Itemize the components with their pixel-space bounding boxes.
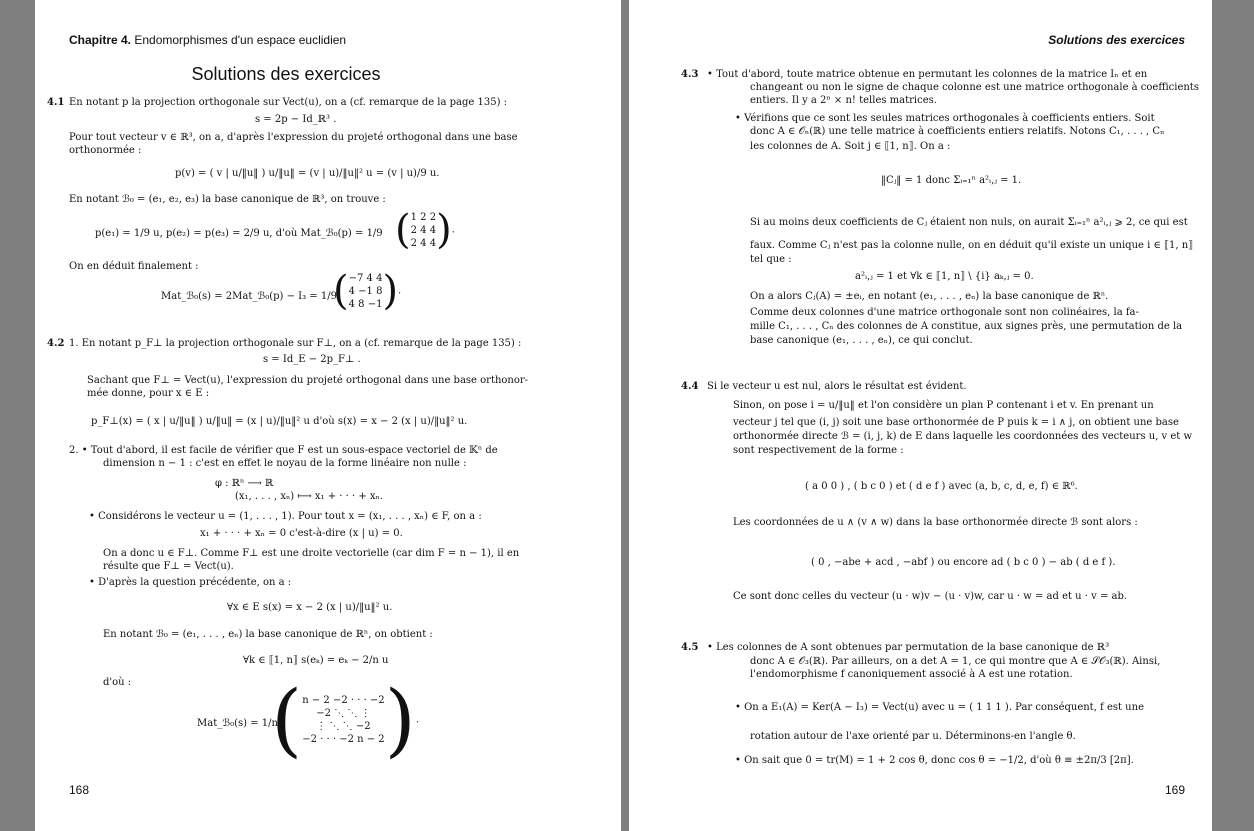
text-line [681,641,1110,654]
text-line: ∀x ∈ E s(x) = x − 2 (x | u)/‖u‖² u. [227,602,393,613]
text-line: faux. Comme Cⱼ n'est pas la colonne nulle, on en déduit qu'il existe un unique i ∈ ⟦1, n⟧ [750,240,1194,251]
matrix-row: 1 2 2 [410,211,437,223]
text-line: Ce sont donc celles du vecteur (u · w)v − (u · v)w, car u · w = ad et u · v = ab. [733,591,1128,602]
text-line: • On a E₁(A) = Ker(A − I₃) = Vect(u) avec u = ( 1 1 1 ). Par conséquent, f est une [735,702,1144,713]
matrix-row: −2 ⋱ ⋱ ⋮ [316,708,371,719]
matrix-p: ( 1 2 2 2 4 4 2 4 4 ). [395,207,455,253]
matrix-s: ( −7 4 4 4 −1 8 4 8 −1 ). [333,268,402,314]
text-line: Mat_ℬ₀(s) = 1/n [197,718,278,729]
text-line: p(v) = ( v | u/‖u‖ ) u/‖u‖ = (v | u)/‖u‖² u = (v | u)/9 u. [175,168,440,179]
text-line: • Considérons le vecteur u = (1, . . . , 1). Pour tout x = (x₁, . . . , xₙ) ∈ F, on a : [89,511,482,522]
running-header [69,33,346,47]
text-line: p(e₁) = 1/9 u, p(e₂) = p(e₃) = 2/9 u, d'où Mat_ℬ₀(p) = 1/9 [95,228,383,239]
text-line: entiers. Il y a 2ⁿ × n! telles matrices. [750,95,937,106]
text-line: Comme deux colonnes d'une matrice orthogonale sont non colinéaires, la fa- [750,307,1139,318]
left-page [35,0,621,831]
matrix-row: n − 2 −2 · · · −2 [302,695,385,706]
exercise-number: 4.3 [681,69,699,80]
text-line: En notant ℬ₀ = (e₁, e₂, e₃) la base canonique de ℝ³, on trouve : [69,194,386,205]
page-number: 168 [69,783,90,797]
text-line: Les coordonnées de u ∧ (v ∧ w) dans la base orthonormée directe ℬ sont alors : [733,517,1138,528]
text-line: donc A ∈ 𝒪ₙ(ℝ) une telle matrice à coefficients entiers relatifs. Notons C₁, . . . , Cₙ [750,126,1165,137]
text-line: mée donne, pour x ∈ E : [87,388,210,399]
exercise-number: 4.2 [47,338,65,349]
matrix-row: 4 −1 8 [348,285,383,297]
text-line: orthonormée : [69,145,142,156]
matrix-row: 2 4 4 [410,224,437,236]
text-line [681,380,967,393]
text-line: changeant ou non le signe de chaque colonne est une matrice orthogonale à coefficients [750,82,1199,93]
text-line: tel que : [750,254,792,265]
text-line: Mat_ℬ₀(s) = 2Mat_ℬ₀(p) − I₃ = 1/9 [161,291,337,302]
text-line: x₁ + · · · + xₙ = 0 c'est-à-dire (x | u) = 0. [200,528,403,539]
text-line: ‖Cⱼ‖ = 1 donc Σᵢ₌₁ⁿ a²ᵢ,ⱼ = 1. [881,175,1022,186]
text-line: sont respectivement de la forme : [733,445,904,456]
exercise-number: 4.4 [681,381,699,392]
matrix-row: 4 8 −1 [348,298,383,310]
text-line: rotation autour de l'axe orienté par u. Déterminons-en l'angle θ. [750,731,1076,742]
text-line: Si au moins deux coefficients de Cⱼ étaient non nuls, on aurait Σᵢ₌₁ⁿ a²ᵢ,ⱼ ⩾ 2, ce qui est [750,217,1188,228]
text-line: φ : ℝⁿ ⟶ ℝ [215,478,274,489]
exercise-number: 4.5 [681,642,699,653]
text-line-content: • Tout d'abord, toute matrice obtenue en permutant les colonnes de la matrice Iₙ et en [707,69,1148,80]
text-line: On a alors Cⱼ(A) = ±eᵢ, en notant (e₁, . . . , eₙ) la base canonique de ℝⁿ. [750,291,1109,302]
matrix-row: 2 4 4 [410,237,437,249]
right-page [629,0,1212,831]
running-header: Solutions des exercices [1048,33,1185,47]
text-line [47,96,507,109]
chapter-title: Endomorphismes d'un espace euclidien [131,33,347,47]
matrix-row: −7 4 4 [348,272,383,284]
text-line: Sinon, on pose i = u/‖u‖ et l'on considère un plan P contenant i et v. En prenant un [733,400,1154,411]
text-line: a²ᵢ,ⱼ = 1 et ∀k ∈ ⟦1, n⟧ \ {i} aₖ,ⱼ = 0. [855,271,1034,282]
text-line: ( 0 , −abe + acd , −abf ) ou encore ad ( b c 0 ) − ab ( d e f ). [811,557,1116,568]
text-line: ∀k ∈ ⟦1, n⟧ s(eₖ) = eₖ − 2/n u [243,655,389,666]
text-line: d'où : [103,677,132,688]
text-line: l'endomorphisme f canoniquement associé à A est une rotation. [750,669,1073,680]
text-line: p_F⊥(x) = ( x | u/‖u‖ ) u/‖u‖ = (x | u)/‖u‖² u d'où s(x) = x − 2 (x | u)/‖u‖² u. [91,416,468,427]
text-line: ( a 0 0 ) , ( b c 0 ) et ( d e f ) avec (a, b, c, d, e, f) ∈ ℝ⁶. [805,481,1078,492]
text-line: 2. • Tout d'abord, il est facile de vérifier que F est un sous-espace vectoriel de 𝕂ⁿ de [69,445,498,456]
text-line-content: En notant p la projection orthogonale sur Vect(u), on a (cf. remarque de la page 135) : [69,97,508,108]
text-line-content: Si le vecteur u est nul, alors le résultat est évident. [707,381,967,392]
text-line: base canonique (e₁, . . . , eₙ), ce qui conclut. [750,335,973,346]
text-line-content: • Les colonnes de A sont obtenues par permutation de la base canonique de ℝ³ [707,642,1110,653]
text-line: Pour tout vecteur v ∈ ℝ³, on a, d'après l'expression du projeté orthogonal dans une base [69,132,518,143]
page-number: 169 [1164,783,1185,797]
text-line [47,337,521,350]
exercise-number: 4.1 [47,97,65,108]
text-line-content: 1. En notant p_F⊥ la projection orthogonale sur F⊥, on a (cf. remarque de la page 135) : [69,338,522,349]
text-line: orthonormée directe ℬ = (i, j, k) de E dans laquelle les coordonnées des vecteurs u, v et w [733,431,1193,442]
text-line: s = 2p − Id_ℝ³ . [255,114,337,125]
text-line: donc A ∈ 𝒪₃(ℝ). Par ailleurs, on a det A = 1, ce qui montre que A ∈ 𝒮𝒪₃(ℝ). Ainsi, [750,656,1161,667]
text-line: s = Id_E − 2p_F⊥ . [263,354,361,365]
text-line: • On sait que 0 = tr(M) = 1 + 2 cos θ, donc cos θ = −1/2, d'où θ ≡ ±2π/3 [2π]. [735,755,1134,766]
text-line: dimension n − 1 : c'est en effet le noyau de la forme linéaire non nulle : [103,458,467,469]
text-line: On a donc u ∈ F⊥. Comme F⊥ est une droite vectorielle (car dim F = n − 1), il en [103,548,520,559]
text-line: résulte que F⊥ = Vect(u). [103,561,234,572]
text-line: On en déduit finalement : [69,261,199,272]
text-line: • D'après la question précédente, on a : [89,577,292,588]
text-line: En notant ℬ₀ = (e₁, . . . , eₙ) la base canonique de ℝⁿ, on obtient : [103,629,433,640]
chapter-number: Chapitre 4. [69,33,132,47]
text-line: Sachant que F⊥ = Vect(u), l'expression du projeté orthogonal dans une base orthonor- [87,375,529,386]
text-line: (x₁, . . . , xₙ) ⟼ x₁ + · · · + xₙ. [235,491,384,502]
matrix-row: ⋮ ⋱ ⋱ −2 [316,721,371,732]
matrix-row: −2 · · · −2 n − 2 [302,734,385,745]
matrix-n: ( n − 2 −2 · · · −2 −2 ⋱ ⋱ ⋮ ⋮ ⋱ ⋱ −2 −2 · · · −2 n − 2 ). [271,673,420,766]
text-line: les colonnes de A. Soit j ∈ ⟦1, n⟧. On a : [750,141,951,152]
section-title: Solutions des exercices [191,64,381,84]
text-line: • Vérifions que ce sont les seules matrices orthogonales à coefficients entiers. Soit [735,113,1155,124]
text-line: vecteur j tel que (i, j) soit une base orthonormée de P puis k = i ∧ j, on obtient une base [733,417,1179,428]
text-line [681,68,1148,81]
text-line: mille C₁, . . . , Cₙ des colonnes de A constitue, aux signes près, une permutation de la [750,321,1183,332]
